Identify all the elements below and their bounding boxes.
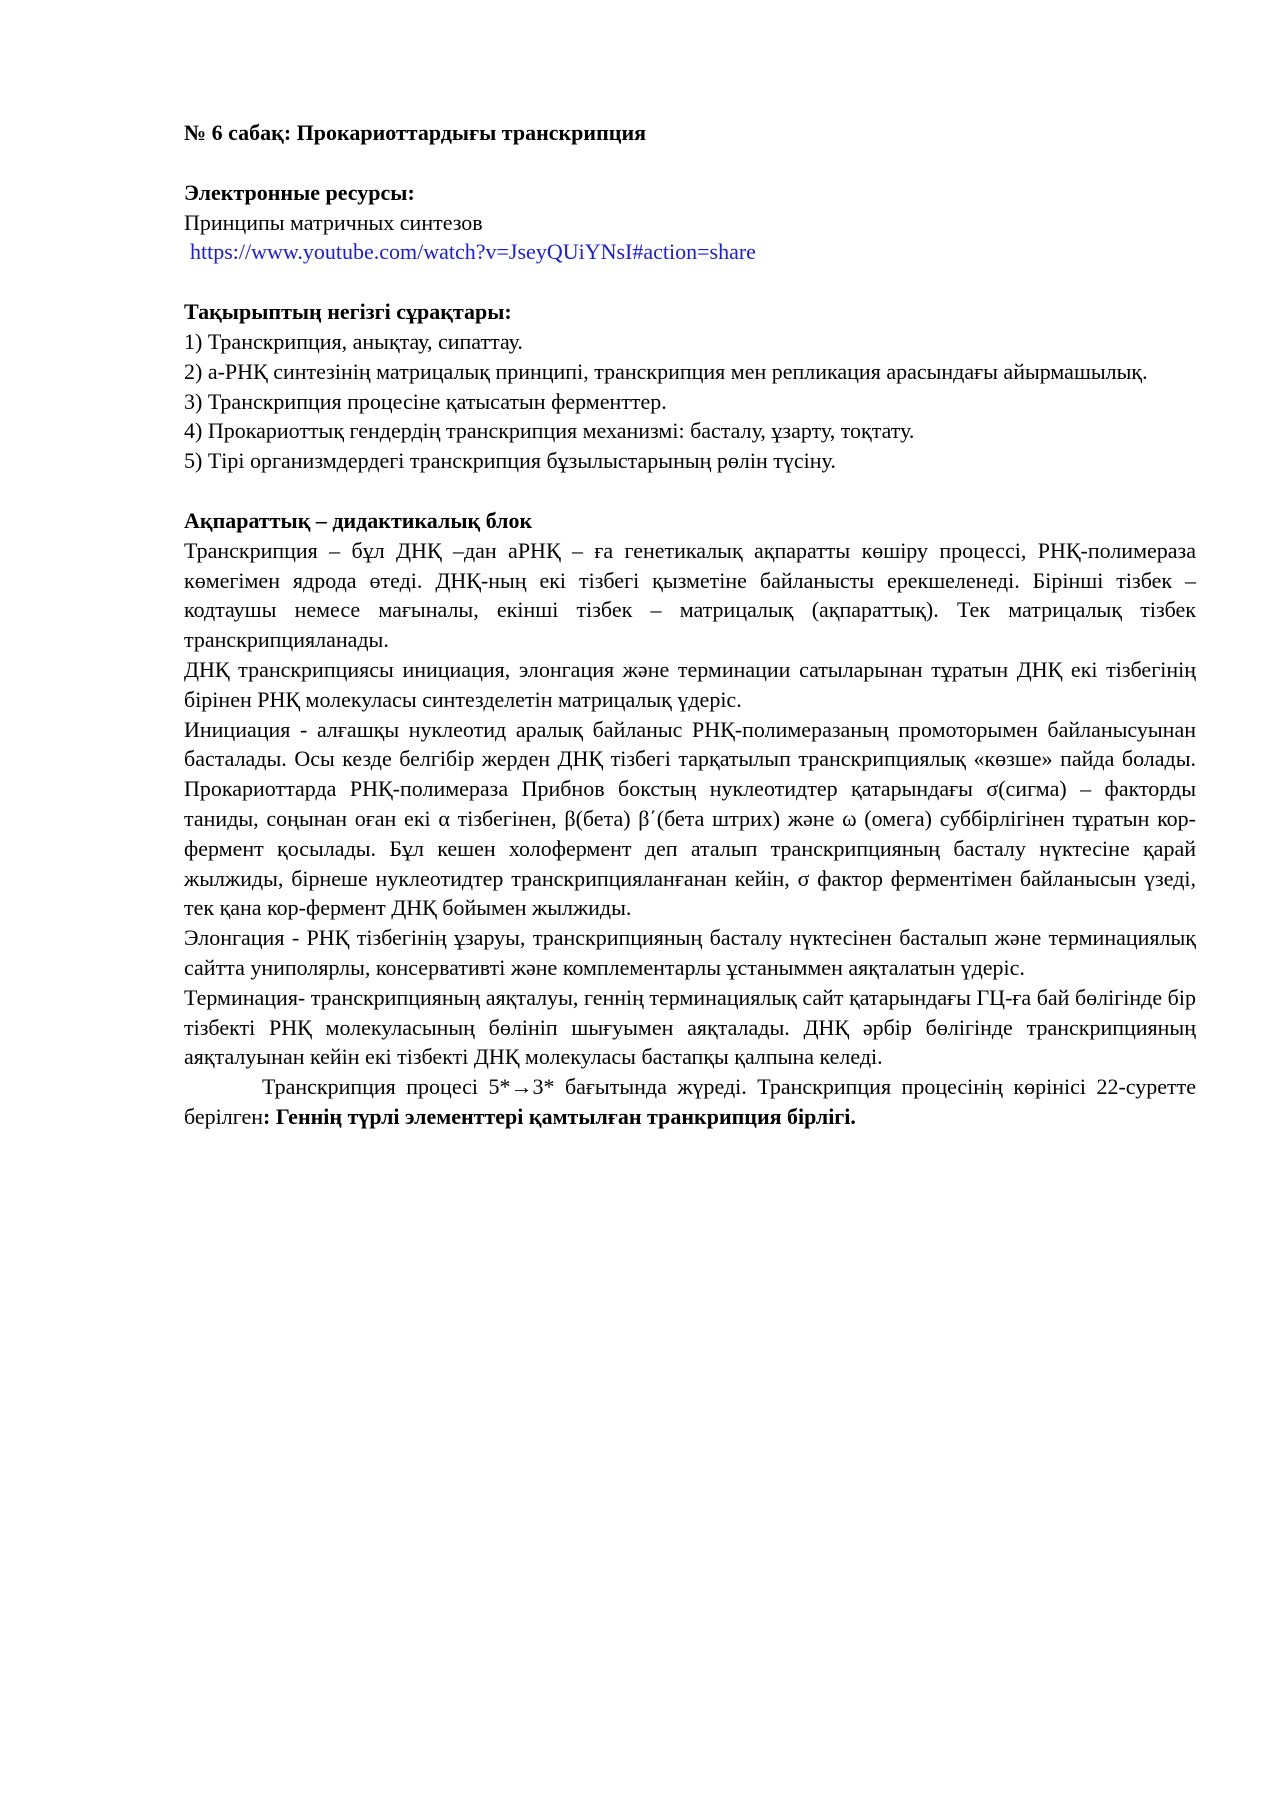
spacer bbox=[184, 148, 1196, 178]
question-item: 2) а-РНҚ синтезінің матрицалық принципі, транскрипция мен репликация арасындағы айырмашылық. bbox=[184, 358, 1148, 384]
figure-caption: : Геннің түрлі элементтері қамтылған транкрипция бірлігі. bbox=[263, 1103, 856, 1129]
paragraph-transcription: Транскрипция – бұл ДНҚ –дан аРНҚ – ға генетикалық ақпаратты көшіру процессі, РНҚ-полимераза көмегімен ядрода өтеді. ДНҚ-ның екі тізбегі қызметіне байланысты ерекшеленеді. Бірінші тізбек – кодтаушы немесе мағыналы, екінші тізбек – матрицалық (ақпараттық). Тек матрицалық тізбек транскрипцияланады. bbox=[184, 537, 1196, 653]
question-item: 1) Транскрипция, анықтау, сипаттау. bbox=[184, 328, 523, 354]
resource-name: Принципы матричных синтезов bbox=[184, 209, 483, 235]
resource-link-line bbox=[184, 237, 1196, 267]
paragraph-initiation: Инициация - алғашқы нуклеотид аралық байланыс РНҚ-полимеразаның промоторымен байланысуынан басталады. Осы кезде белгібір жерден ДНҚ тізбегі тарқатылып транскрипциялық «көзше» пайда болады. Прокариоттарда РНҚ-полимераза Прибнов бокстың нуклеотидтер қатарындағы σ(сигма) – факторды таниды, соңынан оған екі α тізбегінен, β(бета) β΄(бета штрих) және ω (омега) суббірлігінен тұратын кор-фермент қосылады. Бұл кешен холофермент деп аталып транскрипцияның басталу нүктесіне қарай жылжиды, бірнеше нуклеотидтер транскрипцияланғанан кейін, σ фактор ферментімен байланысын үзеді, тек қана кор-фермент ДНҚ бойымен жылжиды. bbox=[184, 716, 1196, 921]
final-text: Транскрипция процесі 5*→3* бағытында жүреді. Транскрипция процесінің көрінісі 22-суретте берілген bbox=[184, 1074, 1196, 1129]
paragraph-final bbox=[184, 1072, 1196, 1132]
spacer bbox=[184, 267, 1196, 297]
resource-link[interactable]: https://www.youtube.com/watch?v=JseyQUiYNsI#action=share bbox=[190, 239, 756, 265]
questions-heading: Тақырыптың негізгі сұрақтары: bbox=[184, 299, 512, 325]
paragraph-definition: ДНҚ транскрипциясы инициация, элонгация және терминации сатыларынан тұратын ДНҚ екі тізбегінің бірінен РНҚ молекуласы синтезделетін матрицалық үдеріс. bbox=[184, 656, 1196, 712]
paragraph-elongation: Элонгация - РНҚ тізбегінің ұзаруы, транскрипцияның басталу нүктесінен басталып және терминациялық сайтта униполярлы, консервативті және комплементарлы ұстаныммен аяқталатын үдеріс. bbox=[184, 925, 1196, 980]
resources-heading: Электронные ресурсы: bbox=[184, 179, 415, 205]
lesson-title: № 6 сабақ: Прокариоттардығы транскрипция bbox=[184, 120, 647, 145]
question-item: 3) Транскрипция процесіне қатысатын ферменттер. bbox=[184, 388, 667, 414]
document-page bbox=[184, 118, 1196, 1132]
question-item: 5) Тірі организмдердегі транскрипция бұзылыстарының рөлін түсіну. bbox=[184, 448, 836, 474]
question-item: 4) Прокариоттық гендердің транскрипция механизмі: басталу, ұзарту, тоқтату. bbox=[184, 418, 915, 444]
info-block-heading: Ақпараттық – дидактикалық блок bbox=[184, 507, 533, 533]
spacer bbox=[184, 476, 1196, 506]
paragraph-termination: Терминация- транскрипцияның аяқталуы, геннің терминациялық сайт қатарындағы ГЦ-ға бай бөлігінде бір тізбекті РНҚ молекуласының бөлініп шығуымен аяқталады. ДНҚ әрбір бөлігінде транскрипцияның аяқталуынан кейін екі тізбекті ДНҚ молекуласы бастапқы қалпына келеді. bbox=[184, 984, 1196, 1070]
